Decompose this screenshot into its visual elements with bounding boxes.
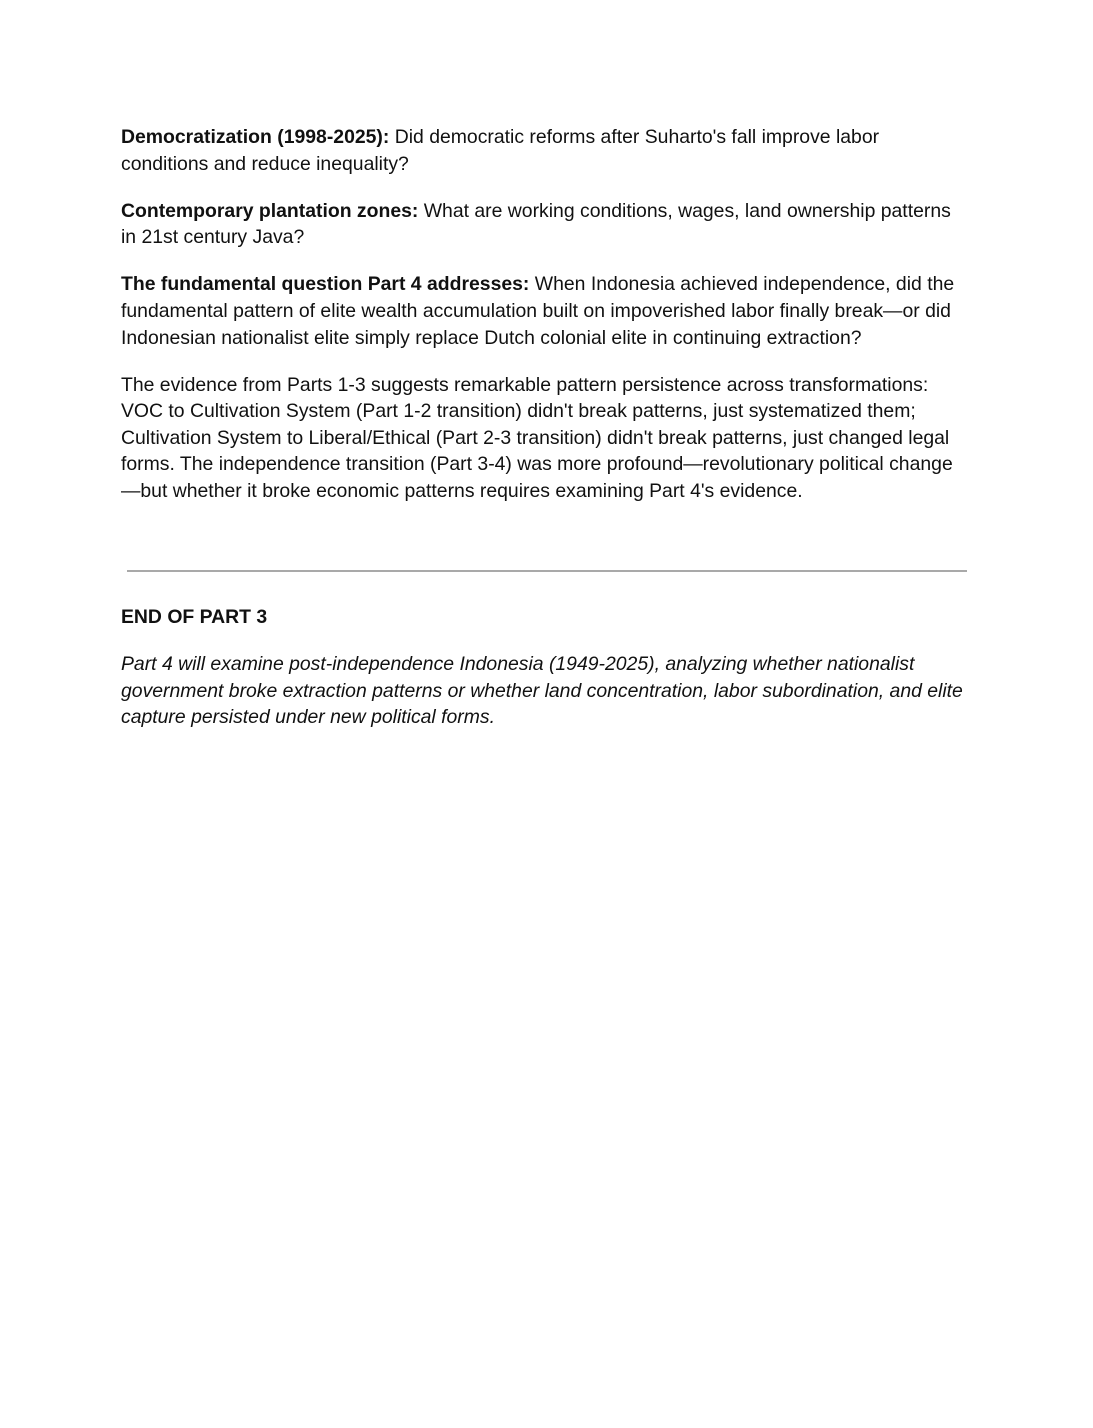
end-of-part-heading: END OF PART 3	[121, 606, 268, 628]
paragraph-plantation-zones	[121, 198, 971, 251]
closing-note: Part 4 will examine post-independence Indonesia (1949-2025), analyzing whether nationalist government broke extraction patterns or whether land concentration, labor subordination, and elite capture persisted under new political forms.	[121, 653, 963, 729]
paragraph-democratization	[121, 124, 971, 177]
document-body	[121, 124, 971, 525]
paragraph-text: What are working conditions, wages, land ownership patterns in 21st century Java?	[121, 199, 951, 249]
paragraph-text: When Indonesia achieved independence, did the fundamental pattern of elite wealth accumulation built on impoverished labor finally break—or did Indonesian nationalist elite simply replace Dutch colonial elite in continuing extraction?	[121, 273, 955, 349]
paragraph-lead: The fundamental question Part 4 addresses:	[121, 273, 530, 296]
horizontal-divider	[127, 570, 967, 572]
paragraph-evidence: The evidence from Parts 1-3 suggests remarkable pattern persistence across transformations: VOC to Cultivation System (Part 1-2 transition) didn't break patterns, just systematized them; Cultivation System to Liberal/Ethical (Part 2-3 transition) didn't break patterns, just changed legal forms. The independence transition (Part 3-4) was more profound—revolutionary political change—but whether it broke economic patterns requires examining Part 4's evidence.	[121, 373, 953, 503]
paragraph-lead: Contemporary plantation zones:	[121, 199, 419, 222]
paragraph-text: Did democratic reforms after Suharto's fall improve labor conditions and reduce inequality?	[121, 126, 880, 175]
paragraph-fundamental-question	[121, 271, 971, 351]
paragraph-lead: Democratization (1998-2025):	[121, 126, 390, 148]
